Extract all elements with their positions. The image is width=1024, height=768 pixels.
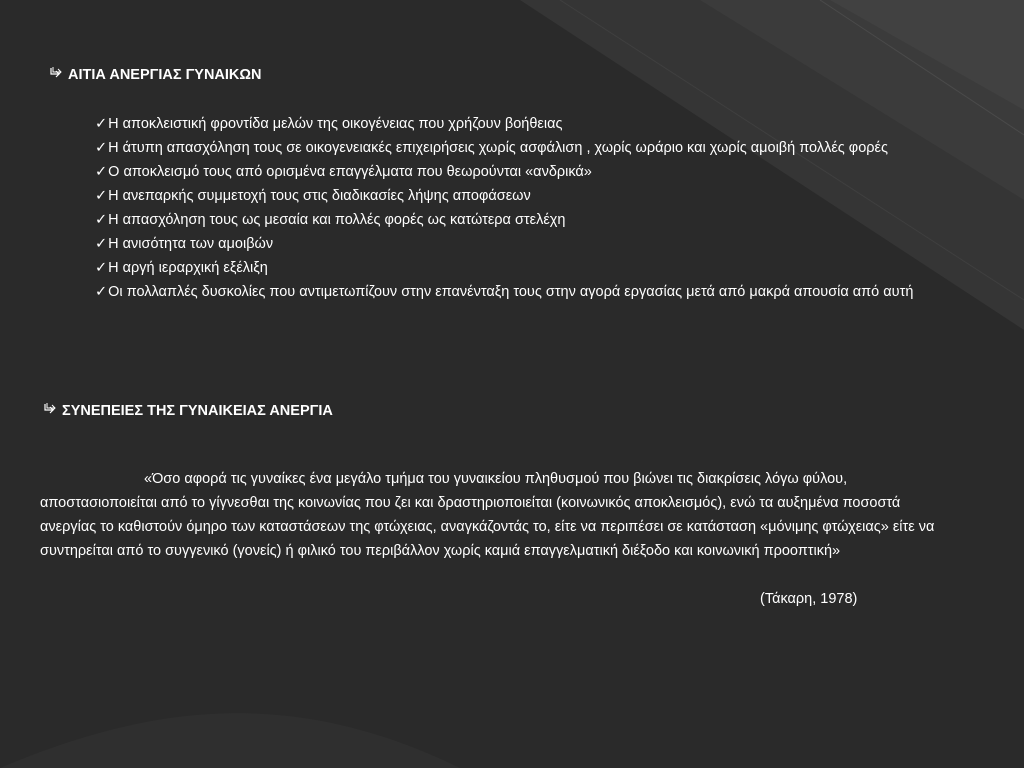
arrow-right-icon bbox=[50, 66, 64, 83]
check-mark-icon: ✓ bbox=[95, 260, 108, 276]
list-item-text: Οι πολλαπλές δυσκολίες που αντιμετωπίζουν στην επανένταξη τους στην αγορά εργασίας μετά από μακρά απουσία από αυτή bbox=[108, 284, 914, 300]
check-mark-icon: ✓ bbox=[95, 116, 108, 132]
list-item-text: Η αργή ιεραρχική εξέλιξη bbox=[108, 260, 268, 276]
list-item bbox=[95, 280, 945, 304]
check-mark-icon: ✓ bbox=[95, 140, 108, 156]
heading-causes bbox=[50, 66, 262, 83]
heading-causes-text: ΑΙΤΙΑ ΑΝΕΡΓΙΑΣ ΓΥΝΑΙΚΩΝ bbox=[68, 66, 262, 83]
quote-paragraph bbox=[40, 467, 960, 563]
list-item-text: Η άτυπη απασχόληση τους σε οικογενειακές επιχειρήσεις χωρίς ασφάλιση , χωρίς ωράριο και χωρίς αμοιβή πολλές φορές bbox=[108, 140, 888, 156]
list-item bbox=[95, 136, 945, 160]
check-mark-icon: ✓ bbox=[95, 284, 108, 300]
arrow-right-icon bbox=[44, 402, 58, 419]
quote-text: «Όσο αφορά τις γυναίκες ένα μεγάλο τμήμα του γυναικείου πληθυσμού που βιώνει τις διακρίσεις λόγω φύλου, αποστασιοποιείται από το γίγνεσθαι της κοινωνίας που ζει και δραστηριοποιείται (κοινωνικός αποκλεισμός), ενώ τα αυξημένα ποσοστά ανεργίας το καθιστούν όμηρο των καταστάσεων της φτώχειας, αναγκάζοντάς το, είτε να περιπέσει σε κατάσταση «μόνιμης φτώχειας» είτε να συντηρείται από το συγγενικό (γονείς) ή φιλικό του περιβάλλον χωρίς καμιά επαγγελματική διέξοδο και κοινωνική προοπτική» bbox=[40, 471, 935, 559]
list-item bbox=[95, 232, 945, 256]
list-item-text: Ο αποκλεισμό τους από ορισμένα επαγγέλματα που θεωρούνται «ανδρικά» bbox=[108, 164, 592, 180]
list-item bbox=[95, 160, 945, 184]
list-item-text: Η ανεπαρκής συμμετοχή τους στις διαδικασίες λήψης αποφάσεων bbox=[108, 188, 531, 204]
list-item bbox=[95, 112, 945, 136]
list-item bbox=[95, 256, 945, 280]
list-item bbox=[95, 208, 945, 232]
check-mark-icon: ✓ bbox=[95, 236, 108, 252]
heading-consequences bbox=[44, 402, 333, 419]
check-mark-icon: ✓ bbox=[95, 212, 108, 228]
causes-list bbox=[95, 112, 945, 304]
list-item-text: Η αποκλειστική φροντίδα μελών της οικογένειας που χρήζουν βοήθειας bbox=[108, 116, 563, 132]
citation: (Τάκαρη, 1978) bbox=[760, 591, 858, 607]
list-item-text: Η απασχόληση τους ως μεσαία και πολλές φορές ως κατώτερα στελέχη bbox=[108, 212, 566, 228]
check-mark-icon: ✓ bbox=[95, 188, 108, 204]
list-item bbox=[95, 184, 945, 208]
list-item-text: Η ανισότητα των αμοιβών bbox=[108, 236, 274, 252]
heading-consequences-text: ΣΥΝΕΠΕΙΕΣ ΤΗΣ ΓΥΝΑΙΚΕΙΑΣ ΑΝΕΡΓΙΑ bbox=[62, 402, 333, 419]
check-mark-icon: ✓ bbox=[95, 164, 108, 180]
